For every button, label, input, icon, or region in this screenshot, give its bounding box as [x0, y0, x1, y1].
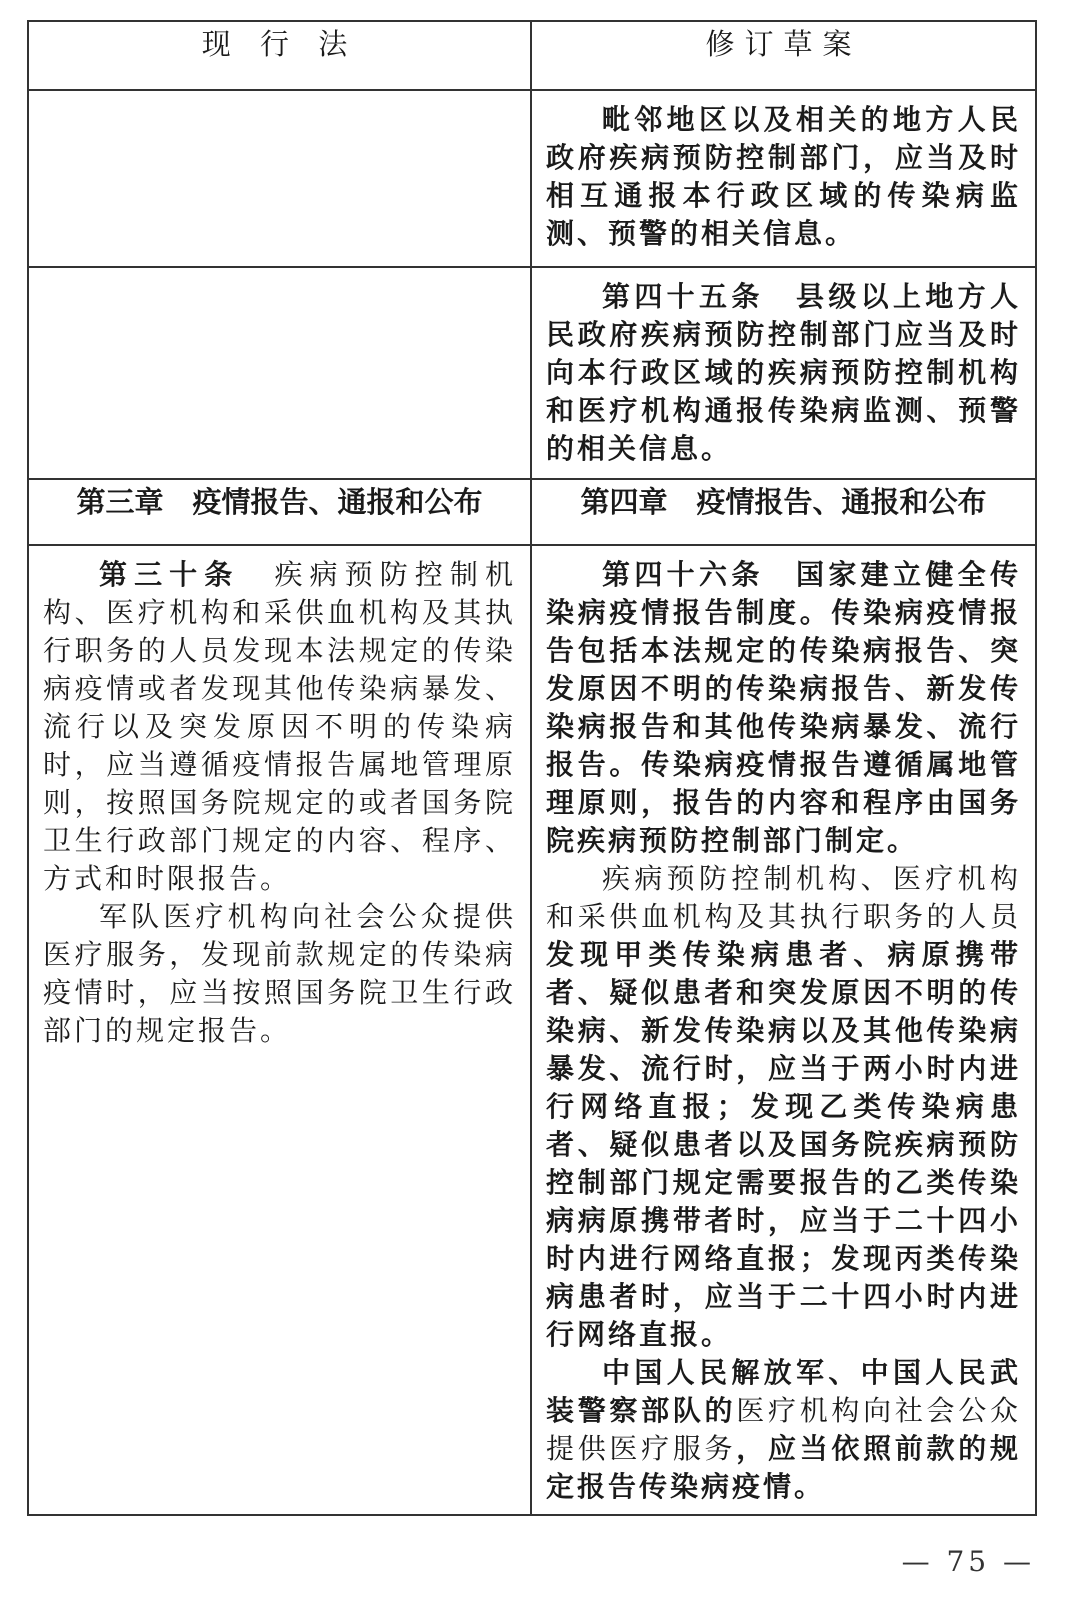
amended-text: 中国人民解放军、中国人民武装警察部队的: [546, 1356, 1021, 1427]
article-number: 第四十六条: [602, 558, 764, 591]
paragraph: 毗邻地区以及相关的地方人民政府疾病预防控制部门，应当及时相互通报本行政区域的传染病监测、预警的相关信息。: [546, 103, 1021, 250]
amended-text: ，应当依照前款的规定报告传染病疫情。: [546, 1432, 1021, 1503]
table-row: [28, 90, 1036, 267]
unchanged-text: 医疗机构向社会公众提供医疗服务: [546, 1394, 1021, 1465]
article-number: 第三十条: [99, 558, 240, 591]
paragraph: [546, 556, 1021, 860]
current-law-cell: [28, 545, 531, 1515]
paragraph: [546, 278, 1021, 468]
header-revised-draft: 修订草案: [531, 21, 1036, 90]
header-current-law: 现 行 法: [28, 21, 531, 90]
paragraph: [43, 556, 516, 898]
header-row: [28, 21, 1036, 90]
paragraph: 军队医疗机构向社会公众提供医疗服务，发现前款规定的传染病疫情时，应当按照国务院卫生行政部门的规定报告。: [43, 900, 516, 1047]
article-number: 第四十五条: [602, 280, 764, 313]
chapter-heading-draft: 第四章 疫情报告、通报和公布: [531, 479, 1036, 545]
draft-cell: [531, 267, 1036, 479]
draft-cell: [531, 545, 1036, 1515]
draft-cell: [531, 90, 1036, 267]
table-row: [28, 545, 1036, 1515]
unchanged-text: 疾病预防控制机构、医疗机构和采供血机构及其执行职务的人员: [546, 862, 1021, 933]
paragraph: [546, 1354, 1021, 1506]
empty-cell: [28, 90, 531, 267]
paragraph: [546, 860, 1021, 1354]
comparison-table: [27, 20, 1037, 1516]
amended-text: 发现甲类传染病患者、病原携带者、疑似患者和突发原因不明的传染病、新发传染病以及其他传染病暴发、流行时，应当于两小时内进行网络直报；发现乙类传染病患者、疑似患者以及国务院疾病预防控制部门规定需要报告的乙类传染病病原携带者时，应当于二十四小时内进行网络直报；发现丙类传染病患者时，应当于二十四小时内进行网络直报。: [546, 938, 1021, 1351]
chapter-row: [28, 479, 1036, 545]
table-row: [28, 267, 1036, 479]
page-number: — 75 —: [901, 1545, 1035, 1578]
empty-cell: [28, 267, 531, 479]
article-text: 疾病预防控制机构、医疗机构和采供血机构及其执行职务的人员发现本法规定的传染病疫情或者发现其他传染病暴发、流行以及突发原因不明的传染病时，应当遵循疫情报告属地管理原则，按照国务院规定的或者国务院卫生行政部门规定的内容、程序、方式和时限报告。: [43, 558, 516, 895]
chapter-heading-current: 第三章 疫情报告、通报和公布: [28, 479, 531, 545]
article-text: 国家建立健全传染病疫情报告制度。传染病疫情报告包括本法规定的传染病报告、突发原因不明的传染病报告、新发传染病报告和其他传染病暴发、流行报告。传染病疫情报告遵循属地管理原则，报告的内容和程序由国务院疾病预防控制部门制定。: [546, 558, 1021, 857]
article-text: 县级以上地方人民政府疾病预防控制部门应当及时向本行政区域的疾病预防控制机构和医疗机构通报传染病监测、预警的相关信息。: [546, 280, 1021, 465]
